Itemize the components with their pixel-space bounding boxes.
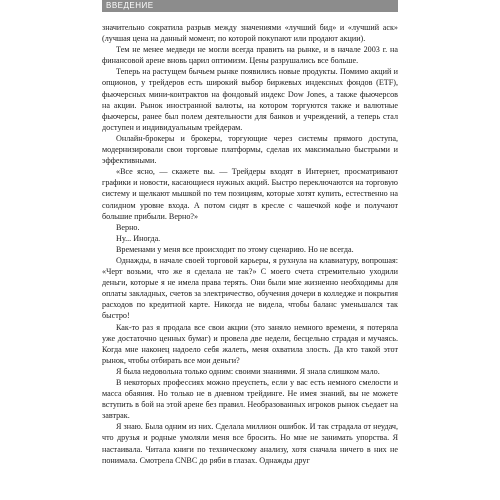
paragraph: Как-то раз я продала все свои акции (это заняло немного времени, я потеряла уже достаточно ценных бумаг) и провела две недели, бесцельно страдая и мучаясь. Когда мне наконец надоело себя жалеть, меня охватила злость. Да кто такой этот рынок, чтобы отбирать все мои деньги? xyxy=(102,322,398,365)
running-header xyxy=(102,0,498,12)
paragraph: Онлайн-брокеры и брокеры, торгующие через системы прямого доступа, модернизировали свои торговые платформы, сделав их максимально быстрыми и эффективными. xyxy=(102,133,398,166)
chapter-title: ВВЕДЕНИЕ xyxy=(106,1,154,10)
paragraph: Временами у меня все происходит по этому сценарию. Но не всегда. xyxy=(116,244,354,254)
paragraph: Тем не менее медведи не могли всегда править на рынке, и в начале 2003 г. на финансовой арене вновь царил оптимизм. Цены разрушались все больше. xyxy=(102,45,398,66)
paragraph: Я знаю. Была одним из них. Сделала миллион ошибок. И так страдала от неудач, что друзья и родные умоляли меня все бросить. Но мне не занимать упорства. Я настаивала. Читала книги по техническому анализу, хотя сначала ничего в них не понимала. Смотрела CNBC до ряби в глазах. Однажды друг xyxy=(102,422,398,465)
paragraph: «Все ясно, — скажете вы. — Трейдеры входят в Интернет, просматривают графики и новости, касающиеся нужных акций. Быстро переключаются на торговую систему и щелкают мышкой по тем позициям, которые хотят купить, естественно на солидном уровне входа. А потом сидят в кресле с чашечкой кофе и получают большие прибыли. Верно?» xyxy=(102,167,398,221)
paragraph: Теперь на растущем бычьем рынке появились новые продукты. Помимо акций и опционов, у трейдеров есть широкий выбор биржевых индексных фондов (ETF), фьючерсных мини-контрактов на фондовый индекс Dow Jones, а также фьючерсов на акции. Рынок иностранной валюты, на котором торгуются также и валютные фьючерсы, ранее был полем деятельности для банков и учреждений, а теперь стал доступен и индивидуальным трейдерам. xyxy=(102,67,398,132)
paragraph: В некоторых профессиях можно преуспеть, если у вас есть немного смелости и масса обаяния. Но только не в дневном трейдинге. Не имея знаний, вы не можете вступить в бой на этой арене без правил. Необразованных игроков рынок съедает на завтрак. xyxy=(102,378,398,421)
page-number: 15 xyxy=(488,1,498,11)
paragraph: Я была недовольна только одним: своими знаниями. Я знала слишком мало. xyxy=(116,366,380,376)
paragraph: значительно сократила разрыв между значениями «лучший бид» и «лучший аск» (лучшая цена на данный момент, по которой покупают или продают акции). xyxy=(102,23,398,44)
paragraph: Ну... Иногда. xyxy=(116,233,161,243)
paragraph: Верно. xyxy=(116,222,140,232)
body-text xyxy=(102,22,398,466)
paragraph: Однажды, в начале своей торговой карьеры, я рухнула на клавиатуру, вопрошая: «Черт возьми, что же я сделала не так?» С моего счета стремительно уходили деньги, которые я не имела права терять. Они были мне жизненно необходимы для оплаты закладных, счетов за электричество, обучения дочери в колледже и покрытия расходов по кредитной карте. Никогда не видела, чтобы баланс уменьшался так быстро! xyxy=(102,255,398,321)
